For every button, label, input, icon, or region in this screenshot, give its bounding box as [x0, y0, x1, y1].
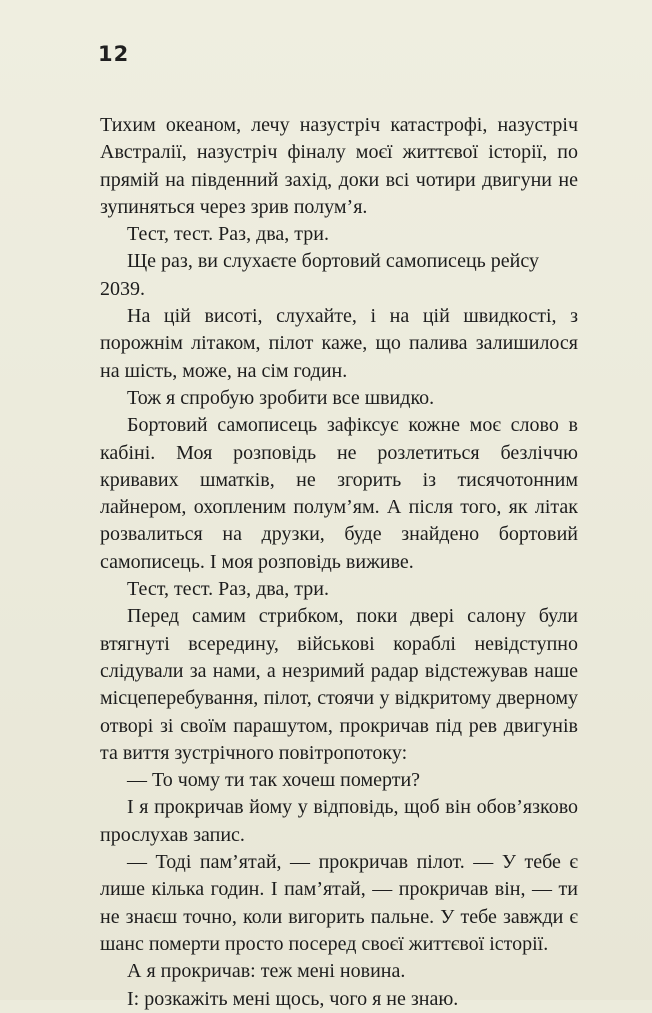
paragraph: Тихим океаном, лечу назустріч катастрофі, назустріч Австралії, назустріч фіналу моєї життєвої історії, по прямій на південний захід, доки всі чотири двигуни не зупиняться через зрив полум’я.: [100, 114, 578, 218]
paragraph: — То чому ти так хочеш померти?: [127, 769, 421, 792]
paragraph: Перед самим стрибком, поки двері салону були втягнуті всередину, військові кораблі невідступно слідували за нами, а незримий радар відстежував наше місцеперебування, пілот, стоячи у відкритому дверному отворі зі своїм парашутом, прокричав під рев двигунів та виття зустрічного повітропотоку:: [100, 605, 578, 764]
paragraph: — Тоді пам’ятай, — прокричав пілот. — У тебе є лише кілька годин. І пам’ятай, — прокричав він, — ти не знаєш точно, коли вигорить пальне. У тебе завжди є шанс померти просто посеред своєї життєвої історії.: [100, 851, 578, 955]
paragraph: Тест, тест. Раз, два, три.: [127, 578, 329, 601]
page-number: 12: [98, 42, 130, 66]
paragraph: Ще раз, ви слухаєте бортовий самописець рейсу 2039.: [100, 250, 539, 300]
paragraph: Бортовий самописець зафіксує кожне моє слово в кабіні. Моя розповідь не розлетиться безліччю кривавих шматків, не згорить із тисячотонним лайнером, охопленим полум’ям. А після того, як літак розвалиться на друзки, буде знайдено бортовий самописець. І моя розповідь виживе.: [100, 414, 578, 573]
paragraph: А я прокричав: теж мені новина.: [127, 960, 406, 983]
paragraph: Тож я спробую зробити все швидко.: [127, 386, 435, 409]
paragraph: І: розкажіть мені щось, чого я не знаю.: [127, 987, 459, 1010]
body-text: [100, 112, 578, 1013]
paragraph: На цій висоті, слухайте, і на цій швидкості, з порожнім літаком, пілот каже, що палива залишилося на шість, може, на сім годин.: [100, 305, 578, 382]
paragraph: Тест, тест. Раз, два, три.: [127, 223, 329, 246]
paragraph: І я прокричав йому у відповідь, щоб він обов’язково прослухав запис.: [100, 796, 578, 846]
